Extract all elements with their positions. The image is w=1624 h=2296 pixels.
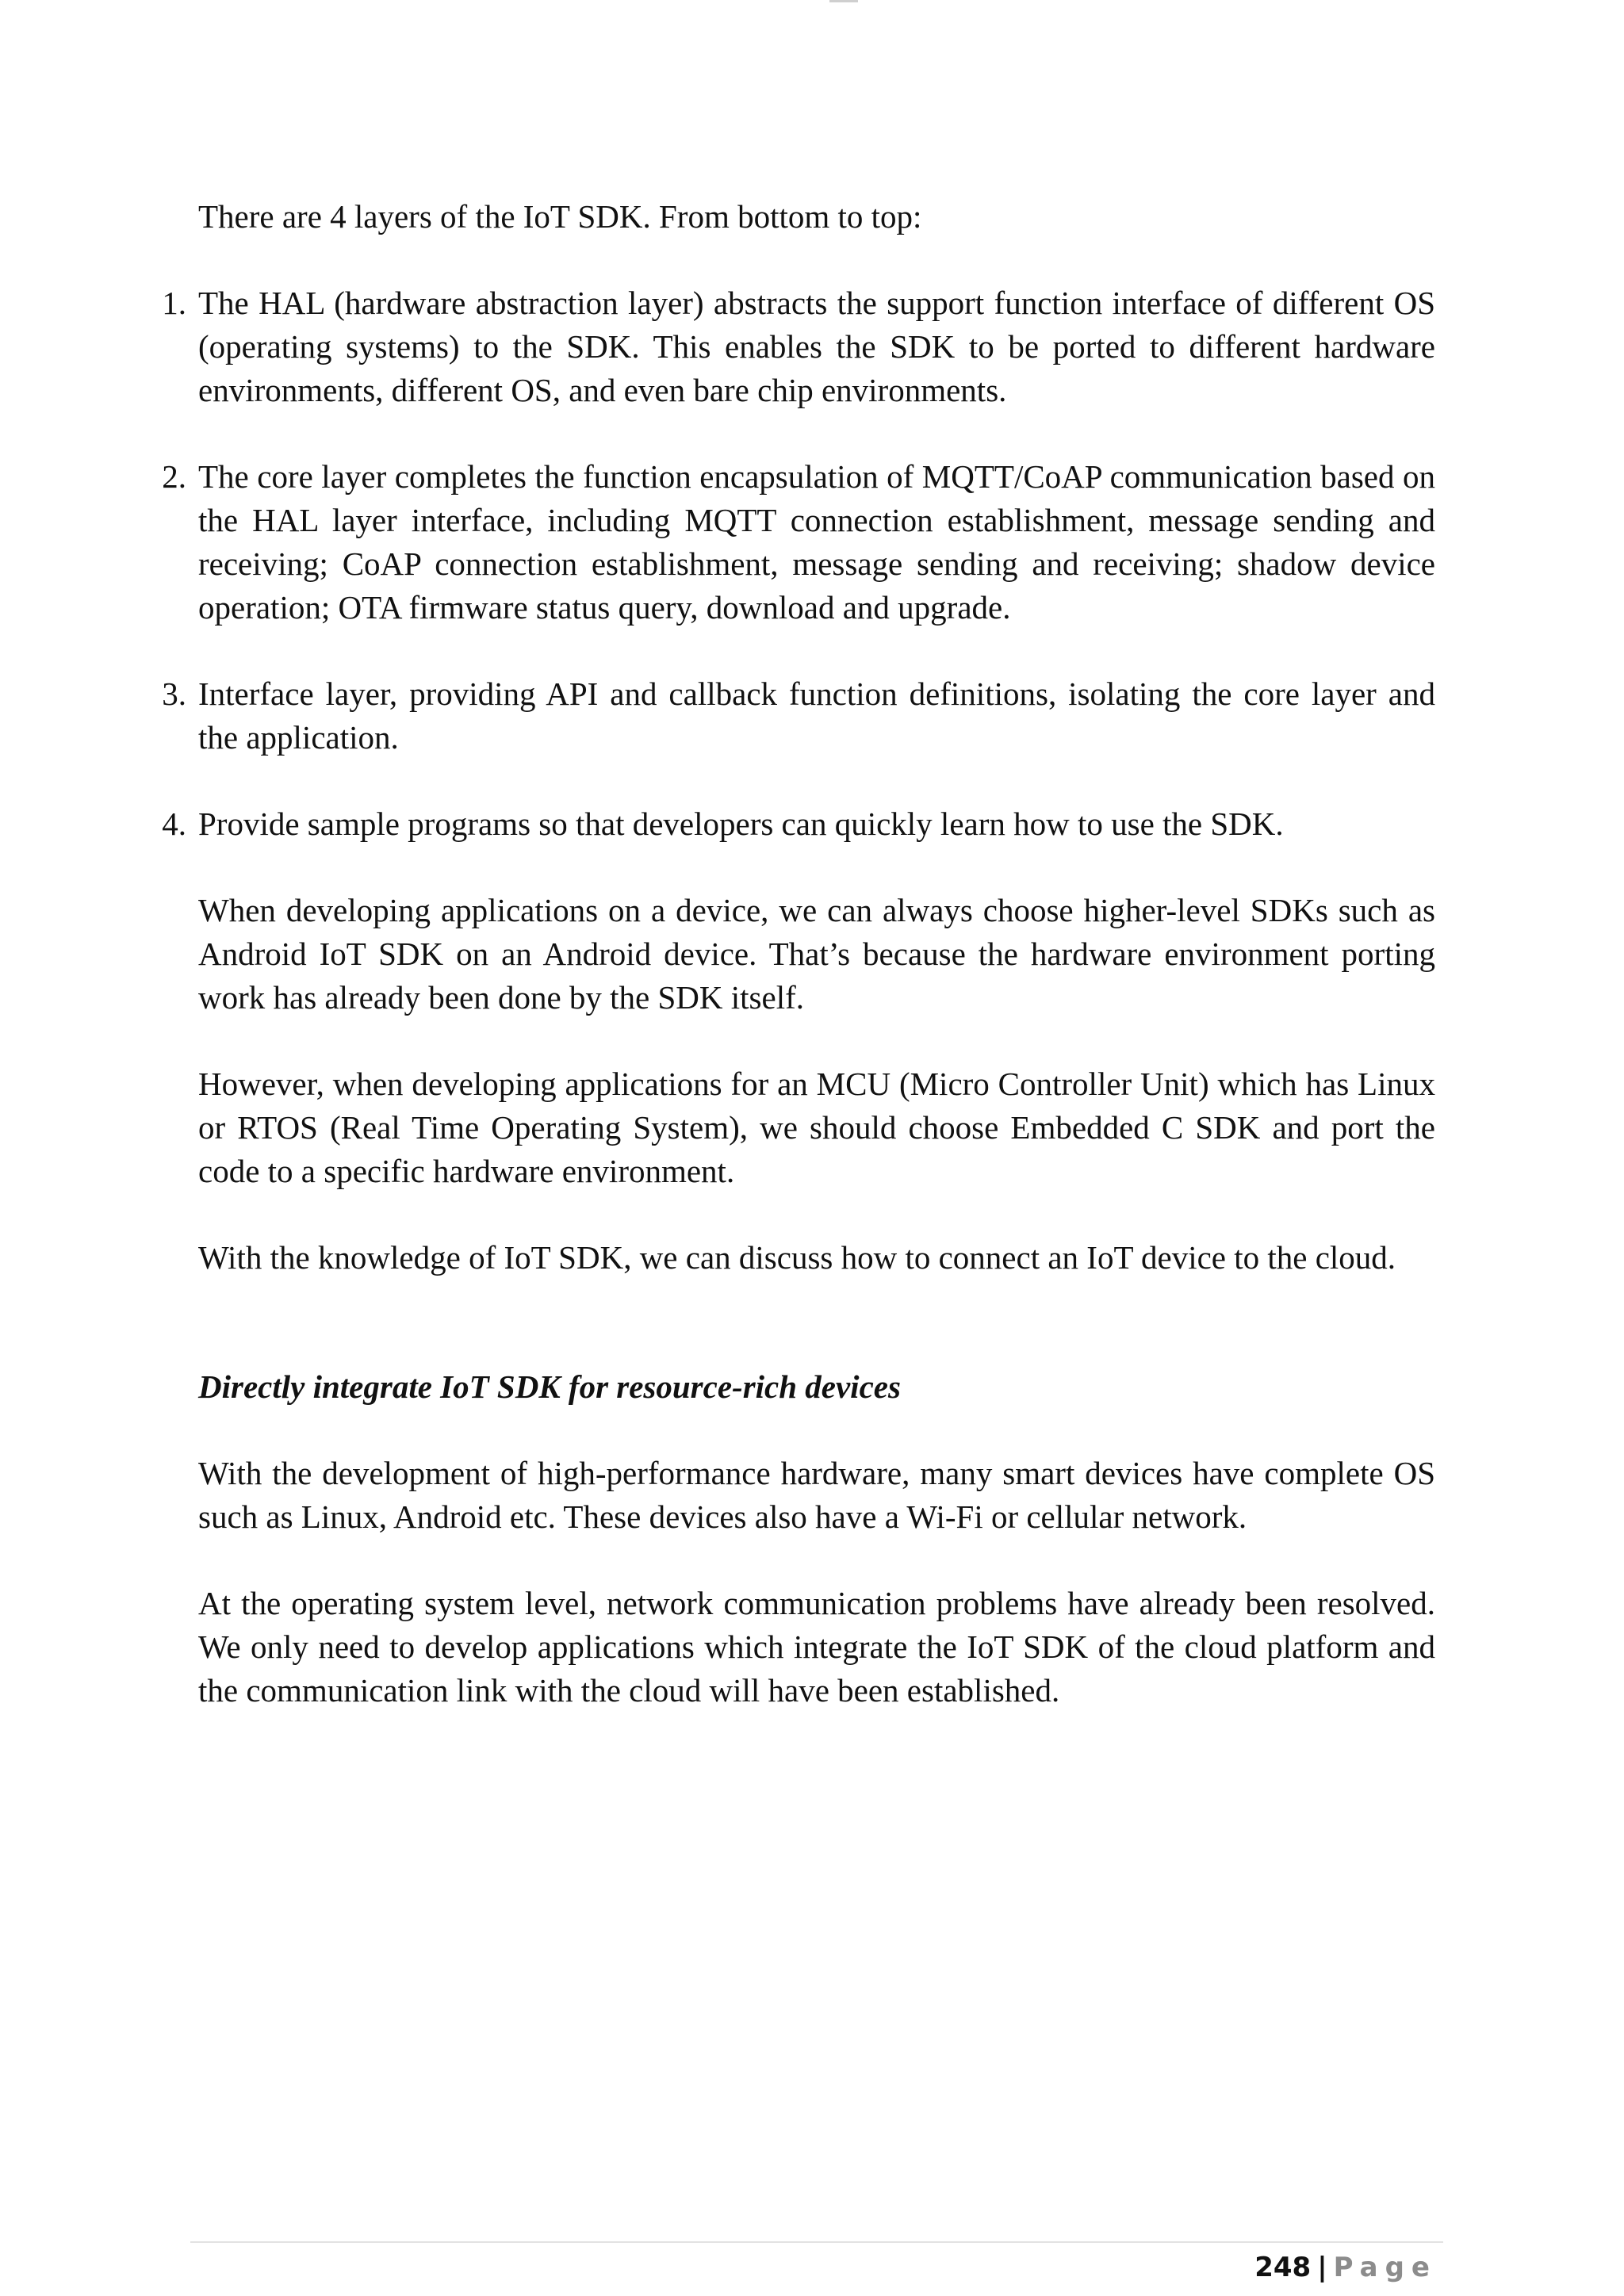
body-paragraph: When developing applications on a device, we can always choose higher-level SDKs such as Android IoT SDK on an Android device. That’s because the hardware environment porting work has already been done by the SDK itself. [198,892,1435,1016]
list-item-text: Provide sample programs so that developers can quickly learn how to use the SDK. [198,806,1284,842]
list-item-text: Interface layer, providing API and callback function definitions, isolating the core layer and the application. [198,675,1435,756]
page-footer [1254,2250,1437,2285]
intro-paragraph: There are 4 layers of the IoT SDK. From bottom to top: [198,198,922,235]
body-paragraph: With the knowledge of IoT SDK, we can discuss how to connect an IoT device to the cloud. [198,1239,1396,1276]
list-item [162,802,1435,846]
section-paragraph: At the operating system level, network communication problems have already been resolved. We only need to develop applications which integrate the IoT SDK of the cloud platform and the communication link with the cloud will have been established. [198,1585,1435,1709]
list-item [162,455,1435,629]
page-number: 248 [1254,2252,1312,2283]
list-item [162,281,1435,412]
top-edge-mark [829,0,858,2]
list-item-number: 3. [162,675,186,712]
layers-list [162,281,1435,846]
body-paragraph: However, when developing applications for an MCU (Micro Controller Unit) which has Linux or RTOS (Real Time Operating System), we should choose Embedded C SDK and port the code to a specific hardware environment. [198,1066,1435,1189]
section-paragraph: With the development of high-performance hardware, many smart devices have complete OS such as Linux, Android etc. These devices also have a Wi-Fi or cellular network. [198,1455,1435,1535]
section-heading: Directly integrate IoT SDK for resource-rich devices [198,1368,901,1405]
list-item-number: 2. [162,458,186,495]
list-item [162,672,1435,760]
list-item-number: 1. [162,285,186,321]
page-body [162,195,1435,1755]
list-item-text: The core layer completes the function encapsulation of MQTT/CoAP communication based on the HAL layer interface, including MQTT connection establishment, message sending and receiving; CoAP connection establishment, message sending and receiving; shadow device operation; OTA firmware status query, download and upgrade. [198,458,1435,626]
footer-divider [190,2241,1443,2243]
list-item-text: The HAL (hardware abstraction layer) abstracts the support function interface of different OS (operating systems) to the SDK. This enables the SDK to be ported to different hardware environments, different OS, and even bare chip environments. [198,285,1435,408]
list-item-number: 4. [162,806,186,842]
page-label: Page [1333,2252,1437,2283]
footer-separator: | [1317,2252,1327,2283]
